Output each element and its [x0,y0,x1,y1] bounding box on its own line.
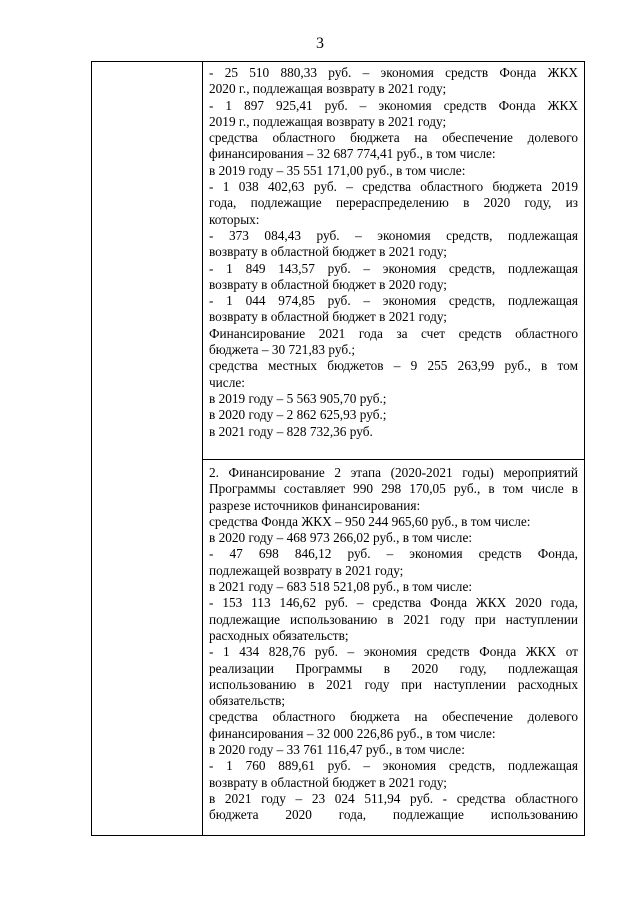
page-number: 3 [316,35,324,52]
text-line: использованию в 2021 году при наступлении расходных [209,676,578,692]
text-line: в 2021 году – 683 518 521,08 руб., в том числе: [209,579,473,595]
table-right-column [203,62,584,835]
text-line: обязательств; [209,693,286,709]
text-line: года, подлежащие перераспределению в 2020 году, из [209,195,578,211]
text-line: 2. Финансирование 2 этапа (2020-2021 годы) мероприятий [209,465,578,480]
text-line: финансирования – 32 000 226,86 руб., в том числе: [209,725,496,741]
text-line: - 373 084,43 руб. – экономия средств, подлежащая [209,227,578,243]
document-table [91,61,585,836]
text-line: финансирования – 32 687 774,41 руб., в том числе: [209,146,496,162]
text-line: в 2021 году – 828 732,36 руб. [209,423,373,439]
text-line: 2020 г., подлежащая возврату в 2021 году; [209,81,447,97]
funding-stage-1-cell [203,62,584,460]
text-line: - 1 434 828,76 руб. – экономия средств Фонда ЖКХ от [209,644,578,660]
text-line: - 1 038 402,63 руб. – средства областного бюджета 2019 [209,179,578,195]
text-line: Программы составляет 990 298 170,05 руб., в том числе в [209,481,578,497]
text-line: в 2020 году – 468 973 266,02 руб., в том числе: [209,530,473,546]
text-line: подлежащей возврату в 2021 году; [209,562,404,578]
text-line: - 1 897 925,41 руб. – экономия средств Фонда ЖКХ [209,97,578,113]
text-line: - 153 113 146,62 руб. – средства Фонда ЖКХ 2020 года, [209,595,578,611]
text-line: - 1 044 974,85 руб. – экономия средств, подлежащая [209,293,578,309]
text-line: - 1 849 143,57 руб. – экономия средств, подлежащая [209,260,578,276]
text-line: в 2020 году – 33 761 116,47 руб., в том числе: [209,742,465,758]
text-line: средства Фонда ЖКХ – 950 244 965,60 руб., в том числе: [209,513,531,529]
text-line: средства областного бюджета на обеспечение долевого [209,130,578,146]
text-line: - 1 760 889,61 руб. – экономия средств, подлежащая [209,758,578,774]
text-line: в 2019 году – 5 563 905,70 руб.; [209,390,387,406]
text-line: разрезе источников финансирования: [209,497,421,513]
text-line: бюджета 2020 года, подлежащие использованию [209,807,578,823]
text-line: в 2021 году – 23 024 511,94 руб. - средства областного [209,790,578,806]
funding-stage-2-cell [203,460,584,835]
text-line: возврату в областной бюджет в 2021 году; [209,244,447,260]
text-line: 2019 г., подлежащая возврату в 2021 году; [209,113,447,129]
text-line: в 2020 году – 2 862 625,93 руб.; [209,407,387,423]
text-line: Финансирование 2021 года за счет средств областного [209,325,578,341]
text-line: возврату в областной бюджет в 2021 году; [209,774,447,790]
text-line: - 25 510 880,33 руб. – экономия средств Фонда ЖКХ [209,65,578,80]
text-line: средства местных бюджетов – 9 255 263,99 руб., в том [209,358,578,374]
text-line: возврату в областной бюджет в 2020 году; [209,276,447,292]
text-line: бюджета – 30 721,83 руб.; [209,342,356,358]
text-line: которых: [209,211,260,227]
text-line: - 47 698 846,12 руб. – экономия средств Фонда, [209,546,578,562]
text-line: возврату в областной бюджет в 2021 году; [209,309,447,325]
text-line: в 2019 году – 35 551 171,00 руб., в том числе: [209,162,466,178]
text-line: реализации Программы в 2020 году, подлежащая [209,660,578,676]
text-line: расходных обязательств; [209,627,349,643]
table-left-column [92,62,203,835]
text-line: числе: [209,374,245,390]
text-line: средства областного бюджета на обеспечение долевого [209,709,578,725]
text-line: подлежащие использованию в 2021 году при наступлении [209,611,578,627]
